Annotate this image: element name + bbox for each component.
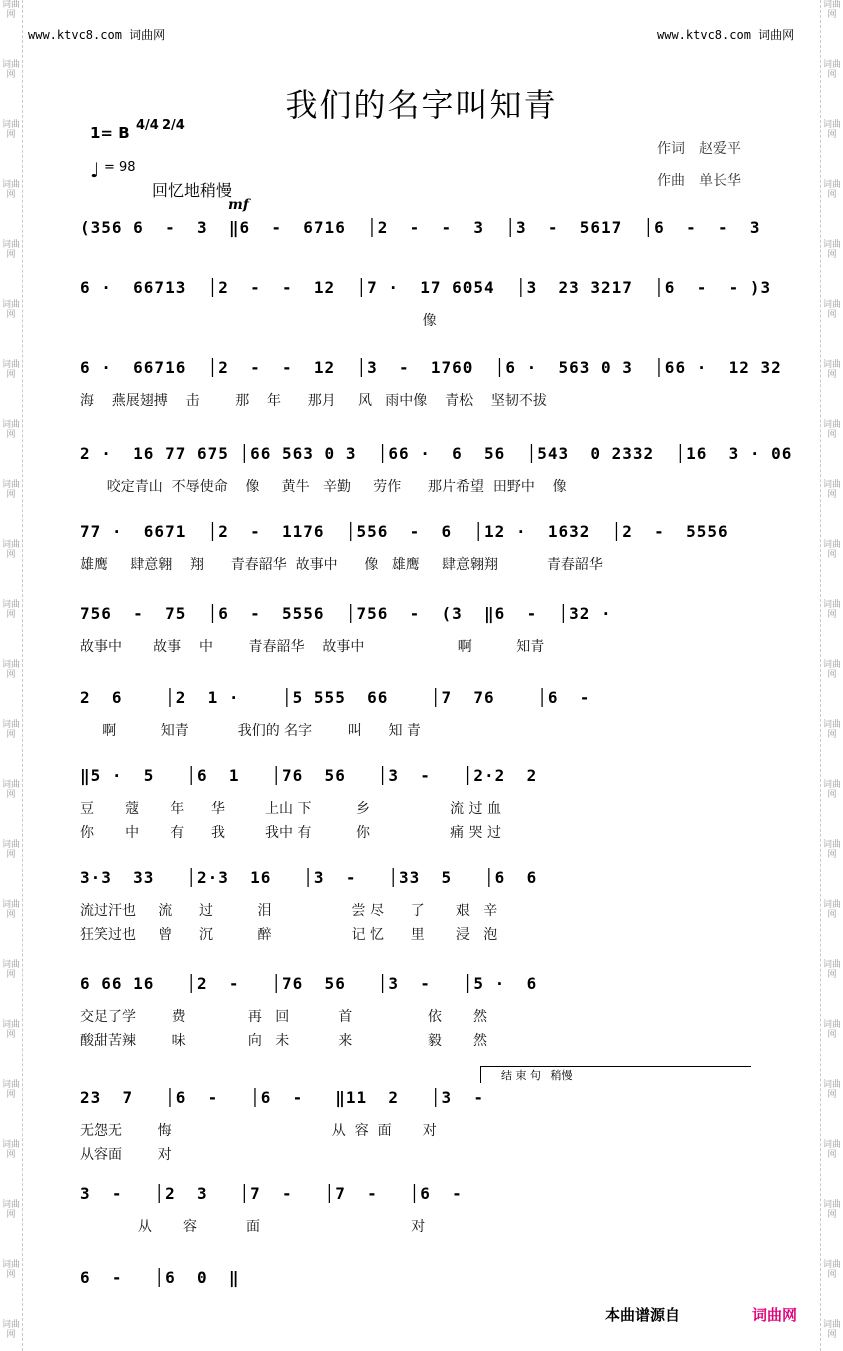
- left-watermark-strip: [0, 0, 23, 1351]
- expression-mark: 回忆地稍慢: [152, 181, 233, 200]
- notation-line: 6 66 16 │2 - │76 56 │3 - │5 · 6: [80, 974, 538, 993]
- watermark-text: 词曲网: [822, 240, 841, 260]
- watermark-text: 词曲网: [822, 660, 841, 680]
- watermark-text: 词曲网: [1, 300, 20, 320]
- watermark-text: 词曲网: [1, 660, 20, 680]
- notation-line: (356 6 - 3 ‖6 - 6716 │2 - - 3 │3 - 5617 │6 - - 3: [80, 218, 761, 237]
- key-signature: 1= B: [90, 124, 130, 142]
- lyric-line: 你 中 有 我 我中 有 你 痛 哭 过: [80, 825, 502, 841]
- lyric-line: 豆 蔻 年 华 上山 下 乡 流 过 血: [80, 801, 502, 817]
- lyric-line: 咬定青山 不辱使命 像 黄牛 辛勤 劳作 那片希望 田野中 像: [80, 479, 567, 495]
- lyricist-credit: 作词 赵爱平: [657, 141, 741, 157]
- watermark-text: 词曲网: [822, 0, 841, 20]
- notation-line: 77 · 6671 │2 - 1176 │556 - 6 │12 · 1632 │2 - 5556: [80, 522, 729, 541]
- watermark-text: 词曲网: [1, 240, 20, 260]
- watermark-text: 词曲网: [1, 60, 20, 80]
- lyric-line: 雄鹰 肆意翱 翔 青春韶华 故事中 像 雄鹰 肆意翱翔 青春韶华: [80, 557, 603, 573]
- notation-line: 6 - │6 0 ‖: [80, 1268, 240, 1287]
- watermark-text: 词曲网: [1, 960, 20, 980]
- watermark-text: 词曲网: [1, 0, 20, 20]
- watermark-text: 词曲网: [822, 720, 841, 740]
- watermark-text: 词曲网: [822, 480, 841, 500]
- ending-bracket: [480, 1066, 751, 1083]
- tempo-mark: = 98: [104, 160, 136, 175]
- watermark-text: 词曲网: [1, 120, 20, 140]
- watermark-text: 词曲网: [822, 840, 841, 860]
- lyric-line: 狂笑过也 曾 沉 醉 记 忆 里 浸 泡: [80, 927, 498, 943]
- notation-line: 3·3 33 │2·3 16 │3 - │33 5 │6 6: [80, 868, 538, 887]
- ending-tempo: 稍慢: [550, 1069, 573, 1082]
- watermark-text: 词曲网: [822, 1080, 841, 1100]
- watermark-text: 词曲网: [822, 1320, 841, 1340]
- watermark-text: 词曲网: [822, 360, 841, 380]
- watermark-text: 词曲网: [1, 1260, 20, 1280]
- lyric-line: 像: [80, 313, 437, 329]
- watermark-text: 词曲网: [1, 480, 20, 500]
- watermark-text: 词曲网: [822, 600, 841, 620]
- notation-line: 6 · 66716 │2 - - 12 │3 - 1760 │6 · 563 0 3 │66 · 12 32: [80, 358, 782, 377]
- notation-line: 3 - │2 3 │7 - │7 - │6 -: [80, 1184, 463, 1203]
- right-watermark-strip: [820, 0, 843, 1351]
- watermark-text: 词曲网: [1, 1080, 20, 1100]
- watermark-text: 词曲网: [822, 1200, 841, 1220]
- ending-label: 结 束 句: [501, 1069, 541, 1082]
- watermark-text: 词曲网: [822, 60, 841, 80]
- footer-source-label: 本曲谱源自: [605, 1306, 681, 1324]
- lyric-line: 啊 知青 我们的 名字 叫 知 青: [80, 723, 421, 739]
- notation-line: 756 - 75 │6 - 5556 │756 - (3 ‖6 - │32 ·: [80, 604, 612, 623]
- watermark-text: 词曲网: [1, 420, 20, 440]
- watermark-text: 词曲网: [822, 900, 841, 920]
- watermark-text: 词曲网: [822, 780, 841, 800]
- watermark-text: 词曲网: [822, 1140, 841, 1160]
- watermark-text: 词曲网: [1, 180, 20, 200]
- watermark-text: 词曲网: [822, 120, 841, 140]
- lyric-line: 交足了学 费 再 回 首 依 然: [80, 1009, 488, 1025]
- watermark-text: 词曲网: [822, 960, 841, 980]
- watermark-text: 词曲网: [822, 180, 841, 200]
- header-url-left[interactable]: www.ktvc8.com 词曲网: [28, 28, 166, 42]
- watermark-text: 词曲网: [1, 1140, 20, 1160]
- lyric-line: 无怨无 悔 从 容 面 对: [80, 1123, 437, 1139]
- notation-line: 23 7 │6 - │6 - ‖11 2 │3 -: [80, 1088, 485, 1107]
- time-signature-2: 2/4: [162, 118, 185, 133]
- watermark-text: 词曲网: [1, 780, 20, 800]
- lyric-line: 酸甜苦辣 味 向 未 来 毅 然: [80, 1033, 488, 1049]
- lyric-line: 从容面 对: [80, 1147, 172, 1163]
- watermark-text: 词曲网: [1, 540, 20, 560]
- quarter-note-icon: ♩: [90, 158, 100, 182]
- song-title: 我们的名字叫知青: [285, 86, 558, 124]
- watermark-text: 词曲网: [1, 1020, 20, 1040]
- notation-line: 2 · 16 77 675 │66 563 0 3 │66 · 6 56 │543 0 2332 │16 3 · 06: [80, 444, 793, 463]
- footer-brand-link[interactable]: 词曲网: [752, 1306, 798, 1324]
- notation-line: 6 · 66713 │2 - - 12 │7 · 17 6054 │3 23 3217 │6 - - )3: [80, 278, 772, 297]
- watermark-text: 词曲网: [822, 1020, 841, 1040]
- watermark-text: 词曲网: [822, 1260, 841, 1280]
- watermark-text: 词曲网: [1, 900, 20, 920]
- watermark-text: 词曲网: [1, 840, 20, 860]
- watermark-text: 词曲网: [1, 600, 20, 620]
- lyric-line: 故事中 故事 中 青春韶华 故事中 啊 知青: [80, 639, 545, 655]
- watermark-text: 词曲网: [1, 720, 20, 740]
- watermark-text: 词曲网: [822, 540, 841, 560]
- watermark-text: 词曲网: [1, 360, 20, 380]
- watermark-text: 词曲网: [822, 300, 841, 320]
- lyric-line: 流过汗也 流 过 泪 尝 尽 了 艰 辛: [80, 903, 498, 919]
- composer-credit: 作曲 单长华: [657, 173, 741, 189]
- watermark-text: 词曲网: [1, 1200, 20, 1220]
- notation-line: 2 6 │2 1 · │5 555 66 │7 76 │6 -: [80, 688, 591, 707]
- time-signature-1: 4/4: [136, 118, 159, 133]
- notation-line: ‖5 · 5 │6 1 │76 56 │3 - │2·2 2: [80, 766, 538, 785]
- header-url-right[interactable]: www.ktvc8.com 词曲网: [657, 28, 795, 42]
- dynamic-mark: mf: [228, 197, 249, 213]
- lyric-line: 从 容 面 对: [80, 1219, 426, 1235]
- watermark-text: 词曲网: [822, 420, 841, 440]
- lyric-line: 海 燕展翅搏 击 那 年 那月 风 雨中像 青松 坚韧不拔: [80, 393, 547, 409]
- watermark-text: 词曲网: [1, 1320, 20, 1340]
